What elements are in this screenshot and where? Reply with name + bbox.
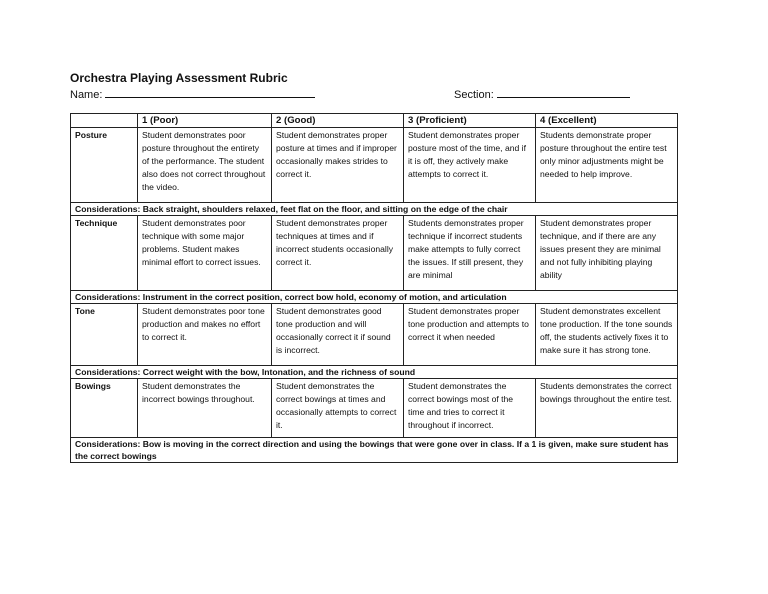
table-row [71, 216, 678, 291]
rubric-table [70, 113, 678, 463]
criterion-bowings: Bowings [71, 379, 138, 438]
name-label: Name: [70, 89, 103, 101]
name-field [70, 86, 315, 101]
posture-poor-cell: Student demonstrates poor posture throughout the entirety of the performance. The student also does not correct throughout the video. [138, 128, 272, 203]
posture-good-cell: Student demonstrates proper posture at times and if improper occasionally makes strides to correct it. [272, 128, 404, 203]
bowings-good-cell: Student demonstrates the correct bowings at times and occasionally attempts to correct it. [272, 379, 404, 438]
criterion-posture: Posture [71, 128, 138, 203]
posture-excellent-cell: Students demonstrate proper posture throughout the entire test only minor adjustments might be needed to help improve. [536, 128, 678, 203]
tone-poor-cell: Student demonstrates poor tone production and makes no effort to correct it. [138, 304, 272, 366]
header-corner [71, 114, 138, 128]
header-good: 2 (Good) [272, 114, 404, 128]
bowings-considerations: Considerations: Bow is moving in the correct direction and using the bowings that were gone over in class. If a 1 is given, make sure student has the correct bowings [71, 438, 678, 463]
section-label: Section: [454, 89, 494, 101]
tone-excellent-cell: Student demonstrates excellent tone production. If the tone sounds off, the students actively fixes it to make sure it has strong tone. [536, 304, 678, 366]
considerations-row [71, 203, 678, 216]
considerations-row [71, 438, 678, 463]
technique-considerations: Considerations: Instrument in the correct position, correct bow hold, economy of motion, and articulation [71, 291, 678, 304]
posture-considerations: Considerations: Back straight, shoulders relaxed, feet flat on the floor, and sitting on the edge of the chair [71, 203, 678, 216]
tone-proficient-cell: Student demonstrates proper tone production and attempts to correct it when needed [404, 304, 536, 366]
header-excellent: 4 (Excellent) [536, 114, 678, 128]
name-blank-line [105, 86, 315, 98]
criterion-technique: Technique [71, 216, 138, 291]
section-field [454, 86, 630, 101]
criterion-tone: Tone [71, 304, 138, 366]
section-blank-line [497, 86, 630, 98]
bowings-excellent-cell: Students demonstrates the correct bowings throughout the entire test. [536, 379, 678, 438]
table-row [71, 304, 678, 366]
tone-good-cell: Student demonstrates good tone production and will occasionally correct it if sound is incorrect. [272, 304, 404, 366]
technique-poor-cell: Student demonstrates poor technique with some major problems. Student makes minimal effort to correct issues. [138, 216, 272, 291]
header-row [71, 114, 678, 128]
technique-excellent-cell: Student demonstrates proper technique, and if there are any issues present they are minimal and not fully inhibiting playing ability [536, 216, 678, 291]
technique-proficient-cell: Students demonstrates proper technique if incorrect students make attempts to fully correct the issues. If still present, they are minimal [404, 216, 536, 291]
header-poor: 1 (Poor) [138, 114, 272, 128]
table-row [71, 379, 678, 438]
bowings-proficient-cell: Student demonstrates the correct bowings most of the time and tries to correct it throughout if incorrect. [404, 379, 536, 438]
considerations-row [71, 291, 678, 304]
technique-good-cell: Student demonstrates proper techniques at times and if incorrect students occasionally correct it. [272, 216, 404, 291]
header-proficient: 3 (Proficient) [404, 114, 536, 128]
table-row [71, 128, 678, 203]
document-title: Orchestra Playing Assessment Rubric [70, 71, 288, 85]
posture-proficient-cell: Student demonstrates proper posture most of the time, and if it is off, they actively make attempts to correct it. [404, 128, 536, 203]
bowings-poor-cell: Student demonstrates the incorrect bowings throughout. [138, 379, 272, 438]
tone-considerations: Considerations: Correct weight with the bow, Intonation, and the richness of sound [71, 366, 678, 379]
considerations-row [71, 366, 678, 379]
